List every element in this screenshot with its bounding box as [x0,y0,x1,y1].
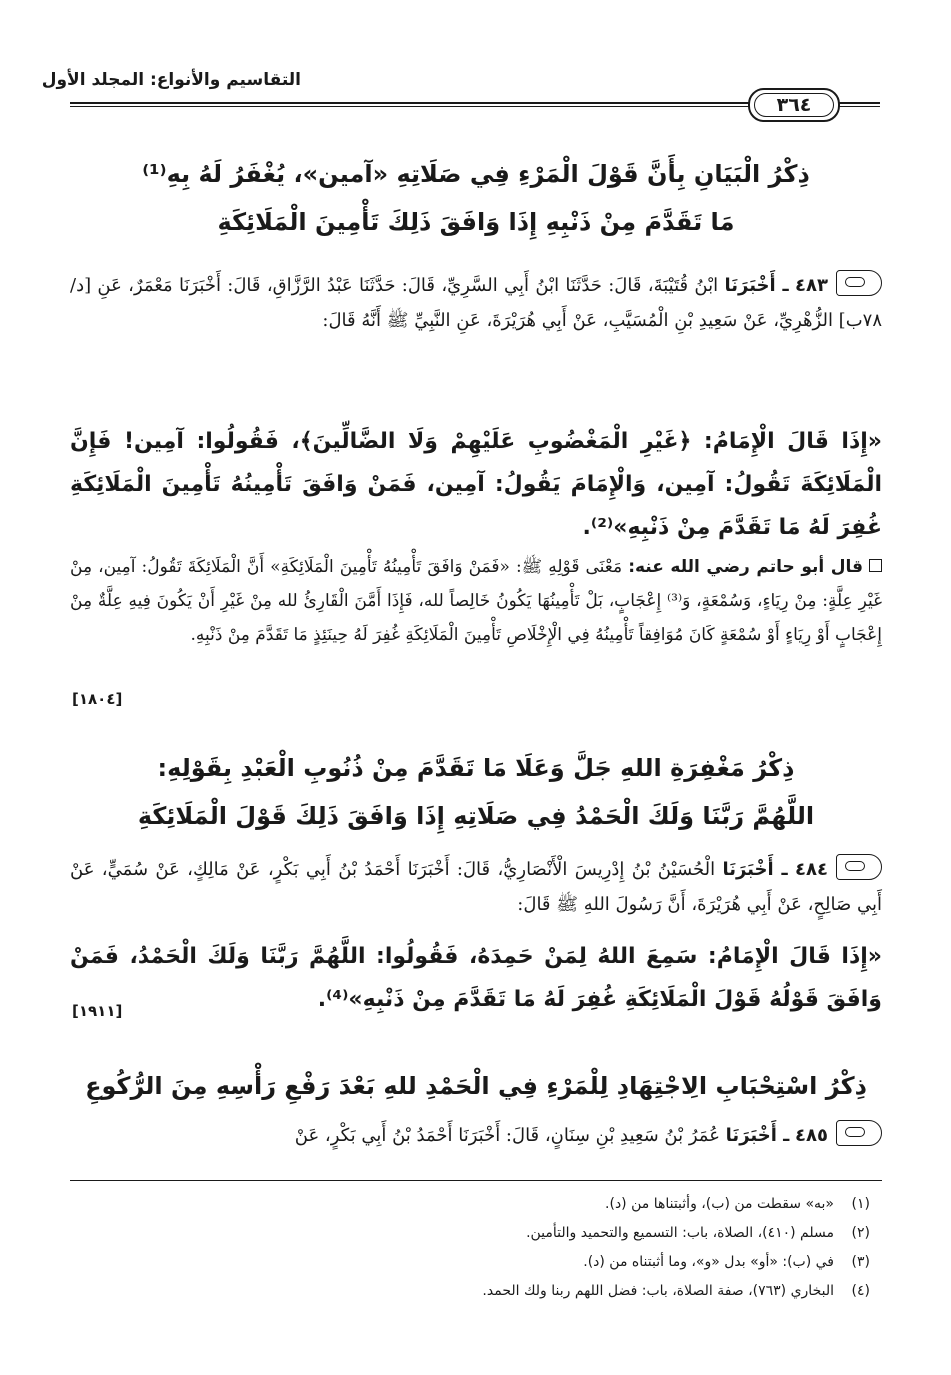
cross-reference: [١٨٠٤] [72,690,123,708]
heading-3-line-1: ذِكْرُ اسْتِحْبَابِ الِاجْتِهَادِ لِلْمَرْءِ فِي الْحَمْدِ للهِ بَعْدَ رَفْعِ رَأْسِهِ مِنَ الرُّكُوعِ [85,1072,867,1100]
heading-2-line-1: ذِكْرُ مَغْفِرَةِ اللهِ جَلَّ وَعَلَا مَا تَقَدَّمَ مِنْ ذُنُوبِ الْعَبْدِ بِقَوْلِهِ: [157,754,795,782]
cross-reference: [١٩١١] [72,1002,123,1020]
heading-2-line-2: اللَّهُمَّ رَبَّنَا وَلَكَ الْحَمْدُ فِي صَلَاتِهِ إِذَا وَافَقَ ذَلِكَ قَوْلَ الْمَلَائِكَةِ [137,802,815,830]
hadith-number: ٤٨٣ [795,275,829,296]
section-heading-3 [70,1062,882,1110]
hadith-483-matn: «إِذَا قَالَ الْإِمَامُ: ﴿غَيْرِ الْمَغْضُوبِ عَلَيْهِمْ وَلَا الضَّالِّينَ﴾، فَقُولُوا: آمِين! فَإِنَّ الْمَلَائِكَةَ تَقُولُ: آمِين، وَالْإِمَامَ يَقُولُ: آمِين، فَمَنْ وَافَقَ تَأْمِينُهُ تَأْمِينَ الْمَلَائِكَةِ غُفِرَ لَهُ مَا تَقَدَّمَ مِنْ ذَنْبِهِ»⁽²⁾. [70,429,882,540]
footnote-text: مسلم (٤١٠)، الصلاة، باب: التسميع والتحميد والتأمين. [526,1225,834,1241]
hadith-ornament-icon [836,1120,882,1146]
isnad-text: الْحُسَيْنُ بْنُ إِدْرِيسَ الْأَنْصَارِيُّ، قَالَ: أَخْبَرَنَا أَحْمَدُ بْنُ أَبِي بَكْرٍ، عَنْ مَالِكٍ، عَنْ سُمَيٍّ، عَنْ أَبِي صَالِحٍ، عَنْ أَبِي هُرَيْرَةَ، أَنَّ رَسُولَ اللهِ ﷺ قَالَ: [70,859,882,915]
isnad-text: ابْنُ قُتَيْبَةَ، قَالَ: حَدَّثَنَا ابْنُ أَبِي السَّرِيِّ، قَالَ: حَدَّثَنَا عَبْدُ الرَّزَّاقِ، قَالَ: أَخْبَرَنَا مَعْمَرٌ، عَنِ [د/٧٨ب] الزُّهْرِيِّ، عَنْ سَعِيدِ بْنِ الْمُسَيَّبِ، عَنْ أَبِي هُرَيْرَةَ، عَنِ النَّبِيِّ ﷺ أَنَّهُ قَالَ: [70,275,882,331]
footnote-text: «به» سقطت من (ب)، وأثبتناها من (د). [605,1196,834,1212]
running-header: التقاسيم والأنواع: المجلد الأول [41,70,301,90]
footnote-3 [70,1248,870,1277]
akhbarana-label: ـ أَخْبَرَنَا [725,1125,790,1146]
akhbarana-label: ـ أَخْبَرَنَا [724,275,789,296]
footnotes [70,1190,870,1306]
comment-speaker: قال أبو حاتم رضي الله عنه: [628,557,864,577]
footnote-number: (١) [851,1196,870,1212]
hadith-number: ٤٨٥ [795,1125,828,1146]
footnote-number: (٣) [851,1254,870,1270]
footnote-text: البخاري (٧٦٣)، صفة الصلاة، باب: فضل اللهم ربنا ولك الحمد. [482,1283,834,1299]
footnote-number: (٤) [851,1283,870,1299]
footnote-number: (٢) [851,1225,870,1241]
footnote-4 [70,1277,870,1306]
abu-hatim-comment [70,550,882,652]
akhbarana-label: ـ أَخْبَرَنَا [722,859,788,880]
section-heading-1 [70,150,882,246]
page-number-frame [748,88,840,122]
hadith-484-isnad [70,852,882,922]
page-number: ٣٦٤ [776,94,812,116]
hadith-484-matn: «إِذَا قَالَ الْإِمَامُ: سَمِعَ اللهُ لِمَنْ حَمِدَهُ، فَقُولُوا: اللَّهُمَّ رَبَّنَا وَلَكَ الْحَمْدُ، فَمَنْ وَافَقَ قَوْلُهُ قَوْلَ الْمَلَائِكَةِ غُفِرَ لَهُ مَا تَقَدَّمَ مِنْ ذَنْبِهِ»⁽⁴⁾. [70,944,882,1012]
heading-1-line-1: ذِكْرُ الْبَيَانِ بِأَنَّ قَوْلَ الْمَرْءِ فِي صَلَاتِهِ «آمين»، يُغْفَرُ لَهُ بِهِ⁽¹⁾ [142,160,810,188]
footnote-text: في (ب): «أو» بدل «و»، وما أثبتناه من (د). [583,1254,834,1270]
section-heading-2 [70,744,882,840]
isnad-text: عُمَرُ بْنُ سَعِيدِ بْنِ سِنَانٍ، قَالَ: أَخْبَرَنَا أَحْمَدُ بْنُ أَبِي بَكْرٍ، عَنْ [294,1125,720,1146]
square-bullet-icon [869,559,882,572]
heading-1-line-2: مَا تَقَدَّمَ مِنْ ذَنْبِهِ إِذَا وَافَقَ ذَلِكَ تَأْمِينَ الْمَلَائِكَةِ [217,208,735,236]
footnote-rule [70,1180,882,1181]
hadith-ornament-icon [836,854,882,880]
footnote-1 [70,1190,870,1219]
footnote-2 [70,1219,870,1248]
hadith-485-isnad [70,1118,882,1153]
hadith-number: ٤٨٤ [795,859,828,880]
hadith-ornament-icon [836,270,882,296]
hadith-483-isnad [70,268,882,338]
comment-text: مَعْنَى قَوْلِهِ ﷺ: «فَمَنْ وَافَقَ تَأْمِينُهُ تَأْمِينَ الْمَلَائِكَةِ» أَنَّ الْمَلَائِكَةَ تَقُولُ: آمِين، مِنْ غَيْرِ عِلَّةٍ: مِنْ رِيَاءٍ، وَسُمْعَةٍ، وَ⁽³⁾ إِعْجَابٍ، بَلْ تَأْمِينُهَا يَكُونُ خَالِصاً لله، فَإِذَا أَمَّنَ الْقَارِئُ لله مِنْ غَيْرِ أَنْ يَكُونَ فِيهِ عِلَّةٌ مِنْ إِعْجَابٍ أَوْ رِيَاءٍ أَوْ سُمْعَةٍ كَانَ مُوَافِقاً تَأْمِينُهُ فِي الْإِخْلَاصِ تَأْمِينَ الْمَلَائِكَةِ غُفِرَ لَهُ حِينَئِذٍ مَا تَقَدَّمَ مِنْ ذَنْبِهِ. [70,557,882,645]
